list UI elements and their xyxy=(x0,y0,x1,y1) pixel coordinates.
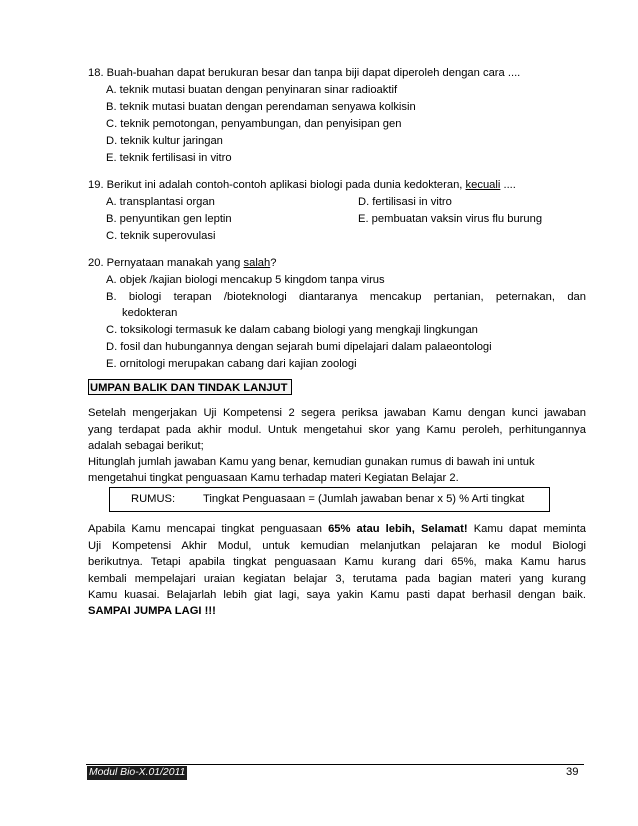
closing-line-2: Uji Kompetensi Akhir Modul, untuk kemudian melanjutkan pelajaran ke modul Biologi xyxy=(88,540,586,552)
closing-line-4: kembali mempelajari uraian kegiatan belajar 3, terutama pada bagian materi yang kurang xyxy=(88,573,586,585)
q19-option-e: E. pembuatan vaksin virus flu burung xyxy=(358,213,543,225)
question-19 xyxy=(88,179,516,191)
feedback-line-4: Hitunglah jumlah jawaban Kamu yang benar, kemudian gunakan rumus di bawah ini untuk xyxy=(88,456,535,468)
closing-line-1-end: Kamu dapat meminta xyxy=(467,523,587,535)
q20-option-a: A. objek /kajian biologi mencakup 5 kingdom tanpa virus xyxy=(106,274,385,286)
q18-option-c: C. teknik pemotongan, penyambungan, dan penyisipan gen xyxy=(106,118,402,130)
closing-line-3: berikutnya. Tetapi apabila tingkat penguasaan Kamu kurang dari 65%, maka Kamu harus xyxy=(88,556,586,568)
q19-option-d: D. fertilisasi in vitro xyxy=(358,196,452,208)
q19-question-end: .... xyxy=(500,179,516,191)
q20-question-start: 20. Pernyataan manakah yang xyxy=(88,257,244,269)
q19-option-b: B. penyuntikan gen leptin xyxy=(106,213,232,225)
q20-question-end: ? xyxy=(270,257,277,269)
question-18: 18. Buah-buahan dapat berukuran besar dan tanpa biji dapat diperoleh dengan cara .... xyxy=(88,67,521,79)
q19-option-c: C. teknik superovulasi xyxy=(106,230,216,242)
question-20 xyxy=(88,257,276,269)
feedback-line-3: adalah sebagai berikut; xyxy=(88,440,204,452)
closing-highlight: 65% atau lebih, Selamat! xyxy=(328,523,468,535)
q19-keyword-kecuali: kecuali xyxy=(465,179,501,191)
closing-farewell: SAMPAI JUMPA LAGI !!! xyxy=(88,605,216,617)
section-heading: UMPAN BALIK DAN TINDAK LANJUT xyxy=(88,379,292,395)
formula-box xyxy=(109,487,550,512)
formula-label: RUMUS: xyxy=(131,493,176,505)
q20-option-b-line1: B. biologi terapan /bioteknologi diantaranya mencakup pertanian, peternakan, dan xyxy=(106,291,586,303)
q20-option-e: E. ornitologi merupakan cabang dari kajian zoologi xyxy=(106,358,357,370)
feedback-line-5: mengetahui tingkat penguasaan Kamu terhadap materi Kegiatan Belajar 2. xyxy=(88,472,459,484)
feedback-line-2: yang terdapat pada akhir modul. Untuk mengetahui skor yang Kamu peroleh, perhitungannya xyxy=(88,424,586,436)
q20-option-b-line2: kedokteran xyxy=(122,307,178,319)
q18-option-a: A. teknik mutasi buatan dengan penyinaran sinar radioaktif xyxy=(106,84,398,96)
q19-question-start: 19. Berikut ini adalah contoh-contoh aplikasi biologi pada dunia kedokteran, xyxy=(88,179,466,191)
formula-text: Tingkat Penguasaan = (Jumlah jawaban benar x 5) % Arti tingkat xyxy=(203,493,525,505)
q18-option-b: B. teknik mutasi buatan dengan perendaman senyawa kolkisin xyxy=(106,101,416,113)
page-number: 39 xyxy=(566,766,579,778)
q19-option-a: A. transplantasi organ xyxy=(106,196,215,208)
q18-option-e: E. teknik fertilisasi in vitro xyxy=(106,152,232,164)
q20-option-d: D. fosil dan hubungannya dengan sejarah bumi dipelajari dalam palaeontologi xyxy=(106,341,492,353)
footer-module-code: Modul Bio-X.01/2011 xyxy=(89,767,186,778)
footer-divider xyxy=(86,764,584,765)
closing-line-5: Kamu kuasai. Belajarlah lebih giat lagi, saya yakin Kamu pasti dapat berhasil dengan baik. xyxy=(88,589,586,601)
closing-line-1-start: Apabila Kamu mencapai tingkat penguasaan xyxy=(88,523,329,535)
feedback-line-1: Setelah mengerjakan Uji Kompetensi 2 segera periksa jawaban Kamu dengan kunci jawaban xyxy=(88,407,586,419)
q18-option-d: D. teknik kultur jaringan xyxy=(106,135,223,147)
q20-option-c: C. toksikologi termasuk ke dalam cabang biologi yang mengkaji lingkungan xyxy=(106,324,478,336)
closing-line-1 xyxy=(88,523,586,535)
q20-keyword-salah: salah xyxy=(243,257,271,269)
